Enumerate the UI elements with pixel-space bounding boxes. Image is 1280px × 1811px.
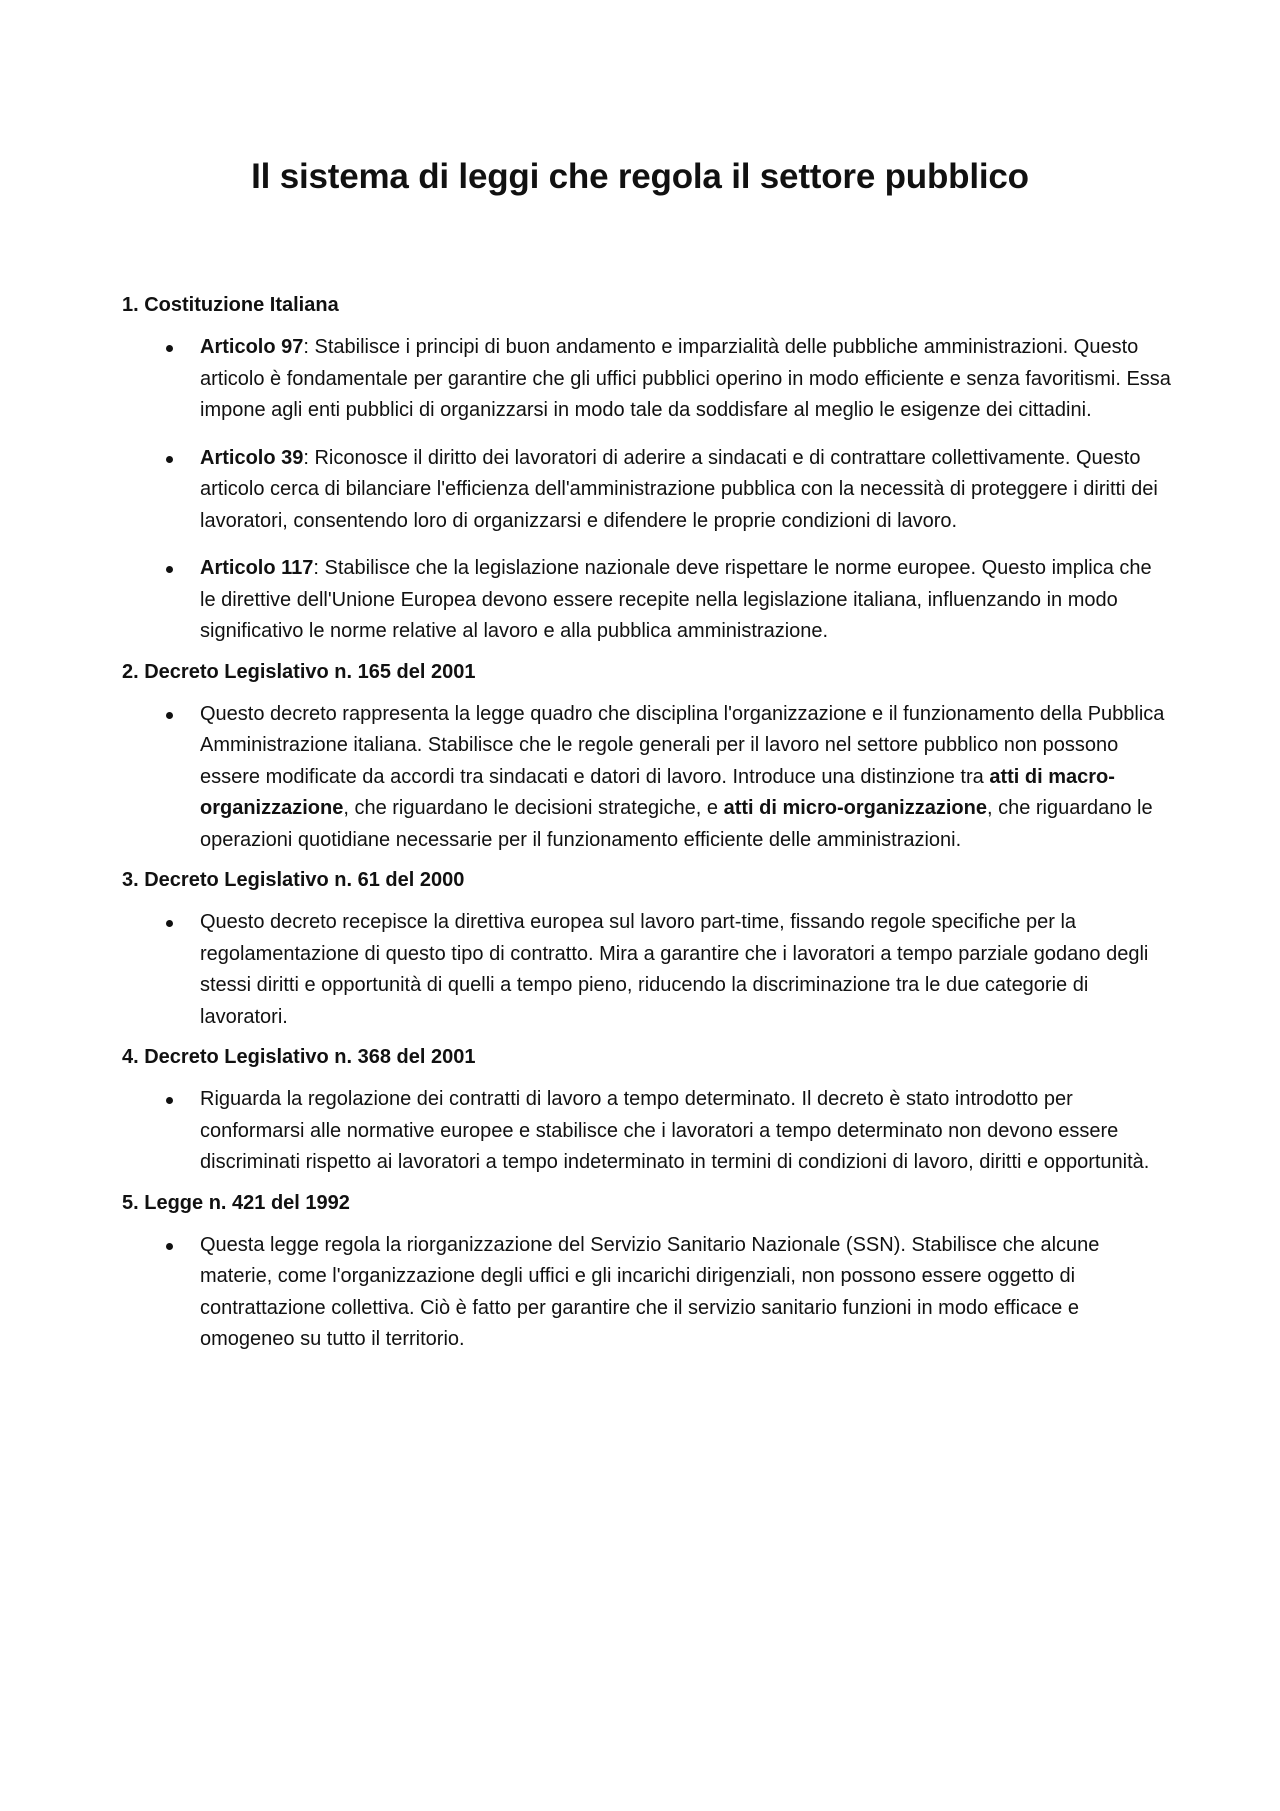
page-title: Il sistema di leggi che regola il settore pubblico [251, 157, 1029, 196]
bullet-icon [166, 456, 173, 463]
item-text: Questo decreto rappresenta la legge quadro che disciplina l'organizzazione e il funzionamento della Pubblica Amministrazione italiana. Stabilisce che le regole generali per il lavoro nel settore pubblico non possono essere modificate da accordi tra sindacati e datori di lavoro. Introduce una distinzione tra [200, 702, 1165, 788]
item-text: Questo decreto recepisce la direttiva europea sul lavoro part-time, fissando regole specifiche per la regolamentazione di questo tipo di contratto. Mira a garantire che i lavoratori a tempo parziale godano degli stessi diritti e opportunità di quelli a tempo pieno, riducendo la discriminazione tra le due categorie di lavoratori. [200, 911, 1149, 1028]
list-item [122, 443, 1172, 538]
section-dlgs-368-2001 [122, 1042, 1172, 1179]
item-text: Riguarda la regolazione dei contratti di lavoro a tempo determinato. Il decreto è stato introdotto per conformarsi alle normative europee e stabilisce che i lavoratori a tempo determinato non devono essere discriminati rispetto ai lavoratori a tempo indeterminato in termini di condizioni di lavoro, diritti e opportunità. [200, 1088, 1150, 1173]
bullet-icon [166, 1097, 173, 1104]
item-text: Riconosce il diritto dei lavoratori di aderire a sindacati e di contrattare collettivamente. Questo articolo cerca di bilanciare l'efficienza dell'amministrazione pubblica con la necessità di proteggere i diritti dei lavoratori, consentendo loro di organizzarsi e difendere le proprie condizioni di lavoro. [200, 446, 1158, 532]
bullet-list [122, 1230, 1172, 1356]
document-body [122, 290, 1172, 1356]
section-heading: 4. Decreto Legislativo n. 368 del 2001 [122, 1046, 476, 1068]
bullet-icon [166, 920, 173, 927]
bullet-list [122, 907, 1172, 1033]
item-text: Questa legge regola la riorganizzazione del Servizio Sanitario Nazionale (SSN). Stabilisce che alcune materie, come l'organizzazione degli uffici e gli incarichi dirigenziali, non possono essere oggetto di contrattazione collettiva. Ciò è fatto per garantire che il servizio sanitario funzioni in modo efficace e omogeneo su tutto il territorio. [200, 1233, 1100, 1350]
item-title: Articolo 117 [200, 557, 314, 579]
item-separator: : [303, 446, 315, 469]
bullet-icon [166, 345, 173, 352]
bullet-list [122, 699, 1172, 857]
item-text: , che riguardano le operazioni quotidiane necessarie per il funzionamento efficiente delle amministrazioni. [200, 797, 1153, 851]
section-legge-421-1992 [122, 1188, 1172, 1356]
bullet-icon [166, 712, 173, 719]
section-heading: 2. Decreto Legislativo n. 165 del 2001 [122, 660, 476, 683]
section-heading: 3. Decreto Legislativo n. 61 del 2000 [122, 869, 465, 891]
item-title: Articolo 39 [200, 446, 304, 469]
list-item [122, 1084, 1172, 1179]
list-item [122, 907, 1172, 1033]
bullet-list [122, 332, 1172, 648]
item-text: Stabilisce i principi di buon andamento e imparzialità delle pubbliche amministrazioni. Questo articolo è fondamentale per garantire che gli uffici pubblici operino in modo efficiente e senza favoritismi. Essa impone agli enti pubblici di organizzarsi in modo tale da soddisfare al meglio le esigenze dei cittadini. [200, 336, 1171, 421]
section-dlgs-61-2000 [122, 865, 1172, 1033]
list-item [122, 1230, 1172, 1356]
item-title: Articolo 97 [200, 336, 304, 358]
item-text: Stabilisce che la legislazione nazionale deve rispettare le norme europee. Questo implica che le direttive dell'Unione Europea devono essere recepite nella legislazione italiana, influenzando in modo significativo le norme relative al lavoro e alla pubblica amministrazione. [200, 557, 1152, 642]
section-costituzione [122, 290, 1172, 648]
bullet-icon [166, 1243, 173, 1250]
item-separator: : [303, 336, 315, 358]
item-text: , che riguardano le decisioni strategiche, e [343, 797, 724, 819]
section-heading: 1. Costituzione Italiana [122, 294, 339, 316]
bullet-icon [166, 566, 173, 573]
bold-term-micro: atti di micro-organizzazione [723, 797, 987, 819]
section-heading: 5. Legge n. 421 del 1992 [122, 1191, 350, 1214]
bold-term-macro: atti di macro-organizzazione [200, 765, 1115, 819]
list-item [122, 332, 1172, 427]
list-item [122, 553, 1172, 648]
item-separator: : [313, 557, 325, 579]
section-dlgs-165-2001 [122, 657, 1172, 857]
list-item [122, 699, 1172, 857]
bullet-list [122, 1084, 1172, 1179]
